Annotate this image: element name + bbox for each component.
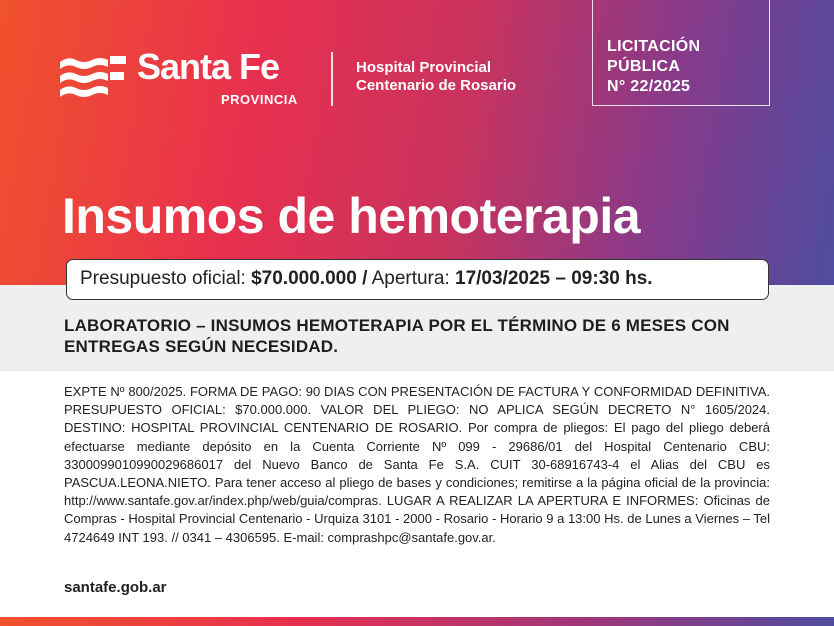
licitacion-label	[607, 37, 700, 97]
body-text: EXPTE Nº 800/2025. FORMA DE PAGO: 90 DIAS CON PRESENTACIÓN DE FACTURA Y CONFORMIDAD DEFINITIVA. PRESUPUESTO OFICIAL: $70.000.000. VALOR DEL PLIEGO: NO APLICA SEGÚN DECRETO N° 1605/2024. DESTINO: HOSPITAL PROVINCIAL CENTENARIO DE ROSARIO. Por compra de pliegos: El pago del pliego deberá efectuarse mediante depósito en la Cuenta Corriente Nº 099 - 29686/01 del Hospital Centenario CBU: 3300099010990029686017 del Nuevo Banco de Santa Fe S.A. CUIT 30-68916743-4 el Alias del CBU es PASCUA.LEONA.NIETO. Para tener acceso al pliego de bases y condiciones; remitirse a la página oficial de la provincia: http://www.santafe.gov.ar/index.php/web/guia/compras. LUGAR A REALIZAR LA APERTURA E INFORMES: Oficinas de Compras - Hospital Provincial Centenario - Urquiza 3101 - 2000 - Rosario - Horario 9 a 13:00 Hs. de Lunes a Viernes – Tel 4724649 INT 193. // 0341 – 4306595. E-mail: comprashpc@santafe.gov.ar.	[64, 384, 770, 545]
budget-separator: /	[362, 268, 368, 289]
bottom-bar	[0, 617, 834, 626]
divider	[331, 52, 333, 106]
hospital-name	[356, 59, 516, 95]
licitacion-line-1: LICITACIÓN	[607, 38, 701, 55]
hospital-line-2: Centenario de Rosario	[356, 77, 517, 94]
hospital-line-1: Hospital Provincial	[356, 59, 492, 76]
licitacion-line-3: N° 22/2025	[607, 78, 691, 95]
opening-label: Apertura:	[371, 268, 450, 289]
santa-fe-logo-icon	[58, 52, 128, 104]
brand-subtitle: PROVINCIA	[221, 92, 298, 107]
budget-label: Presupuesto oficial:	[80, 268, 246, 289]
page-title: Insumos de hemoterapia	[62, 188, 641, 244]
budget-box	[66, 259, 769, 300]
header-banner	[0, 0, 834, 285]
licitacion-line-2: PÚBLICA	[607, 58, 681, 75]
footer-url: santafe.gob.ar	[64, 579, 167, 596]
opening-value: 17/03/2025 – 09:30 hs.	[455, 268, 653, 289]
budget-amount: $70.000.000	[251, 268, 357, 289]
brand-name: Santa Fe	[137, 46, 280, 87]
subtitle: LABORATORIO – INSUMOS HEMOTERAPIA POR EL TÉRMINO DE 6 MESES CON ENTREGAS SEGÚN NECESIDAD.	[64, 316, 730, 356]
